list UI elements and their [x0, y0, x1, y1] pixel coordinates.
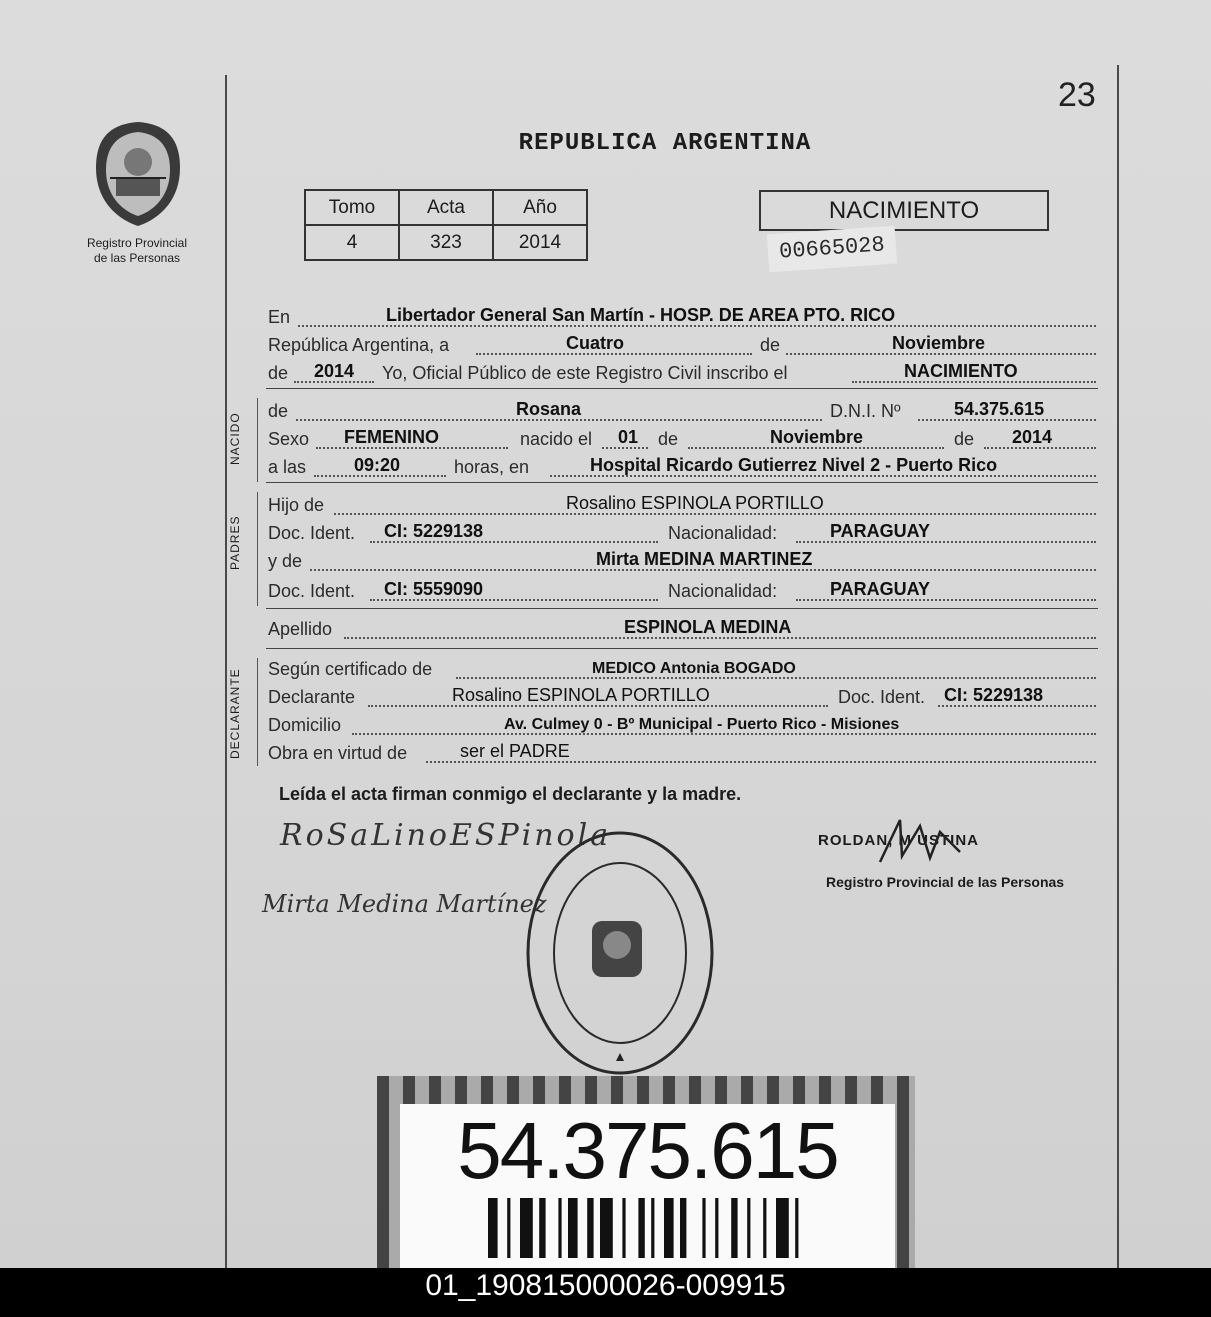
registry-value-anio: 2014 — [493, 225, 587, 260]
row-apellido — [268, 616, 1096, 642]
barcode-number: 54.375.615 — [457, 1106, 838, 1195]
left-margin-line — [225, 75, 227, 1268]
registry-value-acta: 323 — [399, 225, 493, 260]
logo-caption-line2: de las Personas — [93, 251, 181, 265]
value-dni: 54.375.615 — [954, 399, 1045, 419]
official-seal-stamp — [520, 825, 720, 1080]
separator-padres — [266, 608, 1098, 609]
label-a-las: a las — [268, 457, 307, 477]
label-republica: República Argentina, a — [268, 335, 450, 355]
label-de-nacido: de — [268, 401, 289, 421]
value-domicilio: Av. Culmey 0 - Bº Municipal - Puerto Rico - Misiones — [504, 716, 900, 733]
separator-apellido — [266, 648, 1098, 649]
row-republica — [268, 332, 1096, 358]
value-certificado: MEDICO Antonia BOGADO — [592, 660, 796, 677]
section-label-declarante: DECLARANTE — [228, 668, 242, 760]
row-nacido-hora — [268, 454, 1096, 480]
declarante-divider — [257, 658, 258, 766]
label-mother-doc: Doc. Ident. — [268, 581, 356, 601]
value-mother: Mirta MEDINA MARTINEZ — [596, 549, 813, 569]
section-label-padres: PADRES — [228, 515, 242, 571]
nacido-divider — [257, 398, 258, 482]
registry-table-value-row — [305, 225, 587, 260]
label-de-3: de — [954, 429, 975, 449]
value-sexo: FEMENINO — [344, 427, 440, 447]
label-apellido: Apellido — [268, 619, 333, 639]
page-number: 23 — [1058, 76, 1096, 114]
value-birth-time: 09:20 — [354, 455, 401, 475]
label-nacido-el: nacido el — [520, 429, 593, 449]
label-de-2: de — [658, 429, 679, 449]
scan-file-id: 01_190815000026-009915 — [0, 1268, 1211, 1317]
row-declarante — [268, 684, 1096, 710]
logo-caption-line1: Registro Provincial — [86, 236, 188, 250]
registry-header-acta: Acta — [399, 190, 493, 225]
separator-nacido — [266, 482, 1098, 483]
label-decl-doc: Doc. Ident. — [838, 687, 926, 707]
label-horas-en: horas, en — [454, 457, 530, 477]
registry-value-tomo: 4 — [305, 225, 399, 260]
registry-header-anio: Año — [493, 190, 587, 225]
value-father-nat: PARAGUAY — [830, 521, 931, 541]
label-yo: Yo, Oficial Público de este Registro Civil inscribo el — [382, 363, 788, 383]
right-margin-line — [1117, 65, 1119, 1268]
value-event: NACIMIENTO — [904, 361, 1018, 381]
value-place: Libertador General San Martín - HOSP. DE AREA PTO. RICO — [386, 305, 896, 325]
label-de-year: de — [268, 363, 289, 383]
value-mother-nat: PARAGUAY — [830, 579, 931, 599]
label-father-doc: Doc. Ident. — [268, 523, 356, 543]
label-mother-nat: Nacionalidad: — [668, 581, 778, 601]
mother-signature: Mirta Medina Martínez — [262, 890, 547, 918]
label-de-month: de — [760, 335, 781, 355]
value-birth-year: 2014 — [1012, 427, 1053, 447]
row-en — [268, 304, 1096, 330]
value-father-doc: CI: 5229138 — [384, 521, 484, 541]
row-hijo-de — [268, 492, 1096, 518]
label-declarante: Declarante — [268, 687, 356, 707]
father-signature: RoSaLinoESPinola — [280, 818, 612, 853]
value-birth-place: Hospital Ricardo Gutierrez Nivel 2 - Puerto Rico — [590, 455, 998, 475]
value-nacido-name: Rosana — [516, 399, 582, 419]
value-declarante: Rosalino ESPINOLA PORTILLO — [452, 685, 710, 705]
row-mother-doc — [268, 578, 1096, 604]
value-apellido: ESPINOLA MEDINA — [624, 617, 792, 637]
label-domicilio: Domicilio — [268, 715, 342, 735]
row-nacido-nombre — [268, 398, 1096, 424]
value-birth-month: Noviembre — [770, 427, 864, 447]
label-hijo-de: Hijo de — [268, 495, 325, 515]
label-sexo: Sexo — [268, 429, 310, 449]
row-certificado — [268, 656, 1096, 682]
registry-table-header-row — [305, 190, 587, 225]
separator-intro — [266, 388, 1098, 389]
label-obra: Obra en virtud de — [268, 743, 408, 763]
row-obra — [268, 740, 1096, 766]
row-y-de — [268, 548, 1096, 574]
logo-caption — [62, 236, 212, 266]
label-en: En — [268, 307, 291, 327]
label-certificado: Según certificado de — [268, 659, 433, 679]
row-father-doc — [268, 520, 1096, 546]
barcode-bars — [488, 1198, 814, 1258]
value-decl-doc: CI: 5229138 — [944, 685, 1044, 705]
official-signature-scribble — [870, 812, 990, 882]
padres-divider — [257, 492, 258, 606]
closing-statement: Leída el acta firman conmigo el declarante y la madre. — [279, 784, 742, 804]
label-father-nat: Nacionalidad: — [668, 523, 778, 543]
value-mother-doc: CI: 5559090 — [384, 579, 484, 599]
label-dni: D.N.I. Nº — [830, 401, 901, 421]
record-stamp-number: 00665028 — [767, 226, 897, 273]
row-domicilio — [268, 712, 1096, 738]
document-title: REPUBLICA ARGENTINA — [518, 130, 812, 157]
registry-table — [304, 189, 588, 261]
provincia-misiones-crest-icon — [88, 118, 188, 230]
label-y-de: y de — [268, 551, 303, 571]
value-year: 2014 — [314, 361, 355, 381]
value-father: Rosalino ESPINOLA PORTILLO — [566, 493, 824, 513]
section-label-nacido: NACIDO — [228, 412, 242, 466]
registry-header-tomo: Tomo — [305, 190, 399, 225]
value-obra: ser el PADRE — [460, 741, 570, 761]
row-nacido-sexo — [268, 426, 1096, 452]
value-month: Noviembre — [892, 333, 986, 353]
official-office: Registro Provincial de las Personas — [826, 874, 1065, 890]
official-name: ROLDAN, M USTINA — [818, 832, 979, 849]
record-type-box: NACIMIENTO — [759, 190, 1049, 231]
row-de-anio — [268, 360, 1096, 386]
value-birth-day: 01 — [618, 427, 639, 447]
value-day: Cuatro — [566, 333, 624, 353]
